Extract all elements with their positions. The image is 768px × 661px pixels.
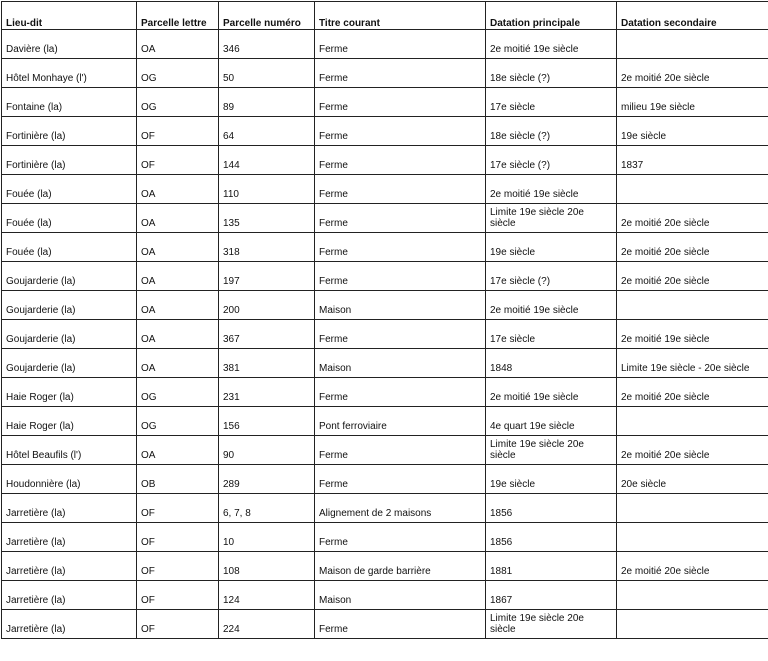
cell-datation-principale: 17e siècle (?) [486, 262, 617, 291]
cell-parcelle-lettre: OF [137, 610, 219, 639]
cell-datation-secondaire: 2e moitié 20e siècle [617, 233, 768, 262]
cell-titre-courant: Ferme [315, 146, 486, 175]
cell-lieu-dit: Houdonnière (la) [2, 465, 137, 494]
cell-parcelle-lettre: OA [137, 436, 219, 465]
cell-parcelle-numero: 108 [219, 552, 315, 581]
cell-datation-secondaire [617, 523, 768, 552]
table-row [2, 204, 768, 233]
cell-datation-principale: 18e siècle (?) [486, 59, 617, 88]
cell-titre-courant: Ferme [315, 465, 486, 494]
table-row [2, 320, 768, 349]
table-row [2, 30, 768, 59]
table-row [2, 88, 768, 117]
cell-parcelle-lettre: OA [137, 204, 219, 233]
cell-datation-secondaire [617, 291, 768, 320]
cell-titre-courant: Ferme [315, 378, 486, 407]
cell-titre-courant: Ferme [315, 233, 486, 262]
cell-titre-courant: Ferme [315, 175, 486, 204]
cell-parcelle-lettre: OF [137, 552, 219, 581]
cell-datation-principale: 2e moitié 19e siècle [486, 291, 617, 320]
cell-datation-secondaire [617, 30, 768, 59]
table-row [2, 465, 768, 494]
cell-parcelle-lettre: OA [137, 291, 219, 320]
cell-parcelle-lettre: OA [137, 30, 219, 59]
table-row [2, 117, 768, 146]
cell-parcelle-lettre: OG [137, 59, 219, 88]
cell-datation-principale: Limite 19e siècle 20e siècle [486, 436, 617, 465]
table-row [2, 291, 768, 320]
cell-titre-courant: Maison [315, 349, 486, 378]
cell-lieu-dit: Fouée (la) [2, 233, 137, 262]
cell-datation-principale: 1867 [486, 581, 617, 610]
cell-datation-secondaire [617, 175, 768, 204]
cell-parcelle-numero: 135 [219, 204, 315, 233]
cell-parcelle-numero: 6, 7, 8 [219, 494, 315, 523]
table-row [2, 523, 768, 552]
cell-datation-principale: 1848 [486, 349, 617, 378]
cell-parcelle-numero: 10 [219, 523, 315, 552]
cell-titre-courant: Alignement de 2 maisons [315, 494, 486, 523]
cell-titre-courant: Maison de garde barrière [315, 552, 486, 581]
cell-datation-secondaire [617, 494, 768, 523]
cell-lieu-dit: Fontaine (la) [2, 88, 137, 117]
cell-parcelle-numero: 289 [219, 465, 315, 494]
cell-datation-principale: 1881 [486, 552, 617, 581]
cell-lieu-dit: Haie Roger (la) [2, 378, 137, 407]
cell-datation-principale: 4e quart 19e siècle [486, 407, 617, 436]
header-parcelle-numero: Parcelle numéro [219, 2, 315, 30]
cell-parcelle-numero: 231 [219, 378, 315, 407]
cell-parcelle-numero: 64 [219, 117, 315, 146]
cell-datation-principale: 1856 [486, 494, 617, 523]
cell-titre-courant: Maison [315, 581, 486, 610]
cell-parcelle-numero: 144 [219, 146, 315, 175]
header-titre-courant: Titre courant [315, 2, 486, 30]
table-row [2, 610, 768, 639]
cell-lieu-dit: Jarretière (la) [2, 494, 137, 523]
cell-parcelle-lettre: OG [137, 407, 219, 436]
cell-datation-secondaire: 2e moitié 20e siècle [617, 262, 768, 291]
cell-parcelle-lettre: OF [137, 494, 219, 523]
cell-datation-secondaire: milieu 19e siècle [617, 88, 768, 117]
cell-parcelle-numero: 90 [219, 436, 315, 465]
cell-datation-secondaire: 2e moitié 20e siècle [617, 552, 768, 581]
cell-parcelle-numero: 200 [219, 291, 315, 320]
table-row [2, 146, 768, 175]
cell-titre-courant: Ferme [315, 523, 486, 552]
cell-parcelle-lettre: OF [137, 523, 219, 552]
cell-titre-courant: Ferme [315, 320, 486, 349]
cell-parcelle-lettre: OA [137, 175, 219, 204]
table-row [2, 59, 768, 88]
cell-datation-secondaire: 2e moitié 20e siècle [617, 378, 768, 407]
cell-datation-secondaire: 2e moitié 20e siècle [617, 59, 768, 88]
cell-parcelle-numero: 124 [219, 581, 315, 610]
cell-lieu-dit: Haie Roger (la) [2, 407, 137, 436]
header-lieu-dit: Lieu-dit [2, 2, 137, 30]
table-row [2, 552, 768, 581]
cell-lieu-dit: Fouée (la) [2, 204, 137, 233]
cell-parcelle-lettre: OA [137, 262, 219, 291]
cell-datation-secondaire [617, 610, 768, 639]
cell-datation-secondaire: Limite 19e siècle - 20e siècle [617, 349, 768, 378]
cell-datation-principale: 19e siècle [486, 233, 617, 262]
cell-parcelle-lettre: OF [137, 581, 219, 610]
inventory-table [1, 1, 768, 639]
table-row [2, 581, 768, 610]
cell-parcelle-lettre: OA [137, 320, 219, 349]
table-row [2, 436, 768, 465]
cell-lieu-dit: Fortinière (la) [2, 146, 137, 175]
cell-lieu-dit: Jarretière (la) [2, 523, 137, 552]
cell-titre-courant: Ferme [315, 610, 486, 639]
header-datation-principale: Datation principale [486, 2, 617, 30]
cell-datation-secondaire: 20e siècle [617, 465, 768, 494]
table-row [2, 494, 768, 523]
cell-datation-secondaire: 19e siècle [617, 117, 768, 146]
cell-datation-principale: 1856 [486, 523, 617, 552]
cell-parcelle-numero: 89 [219, 88, 315, 117]
cell-lieu-dit: Fouée (la) [2, 175, 137, 204]
cell-parcelle-numero: 346 [219, 30, 315, 59]
cell-datation-principale: 2e moitié 19e siècle [486, 30, 617, 59]
cell-titre-courant: Ferme [315, 30, 486, 59]
cell-datation-secondaire: 1837 [617, 146, 768, 175]
cell-parcelle-numero: 50 [219, 59, 315, 88]
cell-lieu-dit: Hôtel Monhaye (l') [2, 59, 137, 88]
table-row [2, 233, 768, 262]
cell-datation-principale: 17e siècle [486, 320, 617, 349]
table-row [2, 262, 768, 291]
header-row [2, 2, 768, 30]
cell-datation-secondaire [617, 581, 768, 610]
cell-titre-courant: Ferme [315, 436, 486, 465]
cell-datation-secondaire: 2e moitié 20e siècle [617, 204, 768, 233]
cell-datation-principale: Limite 19e siècle 20e siècle [486, 204, 617, 233]
cell-parcelle-numero: 197 [219, 262, 315, 291]
table-row [2, 349, 768, 378]
cell-lieu-dit: Goujarderie (la) [2, 349, 137, 378]
cell-titre-courant: Ferme [315, 59, 486, 88]
cell-lieu-dit: Davière (la) [2, 30, 137, 59]
header-parcelle-lettre: Parcelle lettre [137, 2, 219, 30]
cell-titre-courant: Pont ferroviaire [315, 407, 486, 436]
cell-datation-principale: 19e siècle [486, 465, 617, 494]
cell-lieu-dit: Goujarderie (la) [2, 320, 137, 349]
table-body [2, 30, 768, 639]
cell-lieu-dit: Hôtel Beaufils (l') [2, 436, 137, 465]
cell-lieu-dit: Fortinière (la) [2, 117, 137, 146]
cell-parcelle-lettre: OF [137, 117, 219, 146]
cell-titre-courant: Ferme [315, 204, 486, 233]
cell-titre-courant: Ferme [315, 117, 486, 146]
cell-lieu-dit: Goujarderie (la) [2, 291, 137, 320]
cell-lieu-dit: Jarretière (la) [2, 552, 137, 581]
cell-parcelle-numero: 224 [219, 610, 315, 639]
cell-parcelle-lettre: OG [137, 378, 219, 407]
cell-parcelle-lettre: OA [137, 349, 219, 378]
cell-datation-secondaire: 2e moitié 20e siècle [617, 436, 768, 465]
cell-datation-secondaire: 2e moitié 19e siècle [617, 320, 768, 349]
cell-parcelle-lettre: OF [137, 146, 219, 175]
cell-datation-principale: 17e siècle (?) [486, 146, 617, 175]
cell-lieu-dit: Jarretière (la) [2, 610, 137, 639]
cell-titre-courant: Ferme [315, 88, 486, 117]
cell-parcelle-numero: 156 [219, 407, 315, 436]
cell-datation-principale: 2e moitié 19e siècle [486, 378, 617, 407]
cell-parcelle-numero: 318 [219, 233, 315, 262]
cell-parcelle-lettre: OA [137, 233, 219, 262]
table-row [2, 407, 768, 436]
cell-titre-courant: Ferme [315, 262, 486, 291]
cell-datation-principale: Limite 19e siècle 20e siècle [486, 610, 617, 639]
cell-parcelle-numero: 367 [219, 320, 315, 349]
cell-parcelle-numero: 381 [219, 349, 315, 378]
table-row [2, 378, 768, 407]
cell-parcelle-lettre: OB [137, 465, 219, 494]
table-row [2, 175, 768, 204]
cell-parcelle-lettre: OG [137, 88, 219, 117]
cell-lieu-dit: Jarretière (la) [2, 581, 137, 610]
cell-lieu-dit: Goujarderie (la) [2, 262, 137, 291]
cell-datation-principale: 18e siècle (?) [486, 117, 617, 146]
cell-datation-secondaire [617, 407, 768, 436]
header-datation-secondaire: Datation secondaire [617, 2, 768, 30]
cell-datation-principale: 2e moitié 19e siècle [486, 175, 617, 204]
cell-titre-courant: Maison [315, 291, 486, 320]
cell-datation-principale: 17e siècle [486, 88, 617, 117]
cell-parcelle-numero: 110 [219, 175, 315, 204]
